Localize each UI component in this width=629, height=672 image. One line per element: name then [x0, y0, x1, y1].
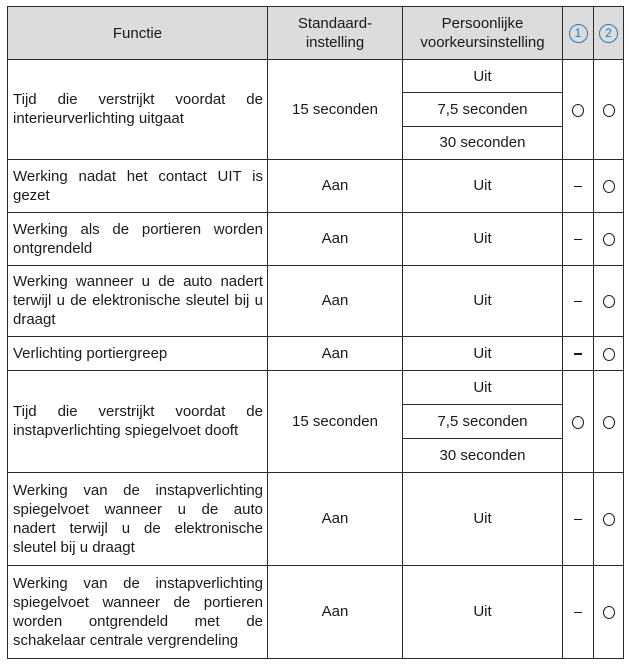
circled-two-icon: 2 — [599, 24, 618, 43]
settings-table-container — [7, 6, 624, 659]
function-cell: Verlichting portiergreep — [8, 336, 268, 370]
column-1-mark-cell — [563, 370, 594, 472]
circle-mark-icon — [603, 104, 615, 117]
dash-mark-icon — [574, 239, 582, 240]
header-column-1 — [563, 7, 594, 60]
option-cell: Uit — [403, 370, 563, 404]
column-2-mark-cell — [594, 159, 624, 212]
column-1-mark-cell — [563, 212, 594, 265]
header-standaard-line1: Standaard- — [297, 15, 373, 32]
column-2-mark-cell — [594, 336, 624, 370]
option-cell: Uit — [403, 336, 563, 370]
circle-mark-icon — [603, 513, 615, 526]
option-cell: Uit — [403, 159, 563, 212]
table-row — [8, 265, 624, 336]
settings-table — [7, 6, 624, 659]
option-cell: Uit — [403, 472, 563, 565]
table-row — [8, 60, 624, 93]
function-cell: Werking wanneer u de auto nadert terwijl u de elektronische sleutel bij u draagt — [8, 265, 268, 336]
column-1-mark-cell — [563, 159, 594, 212]
table-row — [8, 159, 624, 212]
option-cell: 30 seconden — [403, 438, 563, 472]
column-1-mark-cell — [563, 565, 594, 658]
circled-one-icon: 1 — [569, 24, 588, 43]
function-cell: Tijd die verstrijkt voordat de interieurverlichting uitgaat — [8, 60, 268, 160]
header-standaard-line2: instelling — [305, 34, 365, 51]
option-cell: 7,5 seconden — [403, 93, 563, 126]
header-persoonlijke-voorkeursinstelling — [403, 7, 563, 60]
table-row — [8, 212, 624, 265]
default-setting-cell: 15 seconden — [268, 60, 403, 160]
column-1-mark-cell — [563, 60, 594, 160]
table-row — [8, 370, 624, 404]
option-cell: 30 seconden — [403, 126, 563, 159]
circle-mark-icon — [603, 348, 615, 361]
column-2-mark-cell — [594, 212, 624, 265]
dash-mark-icon — [574, 186, 582, 187]
function-cell: Werking als de portieren worden ontgrendeld — [8, 212, 268, 265]
circle-mark-icon — [603, 233, 615, 246]
option-cell: Uit — [403, 565, 563, 658]
circle-mark-icon — [603, 180, 615, 193]
default-setting-cell: 15 seconden — [268, 370, 403, 472]
table-row — [8, 472, 624, 565]
function-cell: Werking van de instapverlichting spiegelvoet wanneer de portieren worden ontgrendeld met de schakelaar centrale vergrendeling — [8, 565, 268, 658]
column-2-mark-cell — [594, 472, 624, 565]
default-setting-cell: Aan — [268, 159, 403, 212]
column-1-mark-cell — [563, 265, 594, 336]
default-setting-cell: Aan — [268, 336, 403, 370]
table-header-row — [8, 7, 624, 60]
circle-mark-icon — [603, 416, 615, 429]
default-setting-cell: Aan — [268, 212, 403, 265]
header-functie: Functie — [8, 7, 268, 60]
column-2-mark-cell — [594, 265, 624, 336]
dash-mark-icon — [574, 519, 582, 520]
dash-mark-icon — [574, 353, 582, 354]
default-setting-cell: Aan — [268, 472, 403, 565]
header-persoonlijk-line2: voorkeursinstelling — [420, 34, 545, 51]
table-row — [8, 336, 624, 370]
table-body — [8, 60, 624, 659]
dash-mark-icon — [574, 612, 582, 613]
header-persoonlijk-line1: Persoonlijke — [441, 15, 524, 32]
circle-mark-icon — [603, 606, 615, 619]
header-column-2 — [594, 7, 624, 60]
column-2-mark-cell — [594, 370, 624, 472]
option-cell: Uit — [403, 60, 563, 93]
option-cell: Uit — [403, 265, 563, 336]
circle-mark-icon — [603, 295, 615, 308]
column-1-mark-cell — [563, 336, 594, 370]
circle-mark-icon — [572, 416, 584, 429]
column-2-mark-cell — [594, 565, 624, 658]
table-row — [8, 565, 624, 658]
function-cell: Tijd die verstrijkt voordat de instapverlichting spiegelvoet dooft — [8, 370, 268, 472]
circle-mark-icon — [572, 104, 584, 117]
header-standaardinstelling — [268, 7, 403, 60]
option-cell: 7,5 seconden — [403, 404, 563, 438]
default-setting-cell: Aan — [268, 265, 403, 336]
default-setting-cell: Aan — [268, 565, 403, 658]
dash-mark-icon — [574, 301, 582, 302]
function-cell: Werking nadat het contact UIT is gezet — [8, 159, 268, 212]
column-1-mark-cell — [563, 472, 594, 565]
column-2-mark-cell — [594, 60, 624, 160]
function-cell: Werking van de instapverlichting spiegelvoet wanneer u de auto nadert terwijl u de elektronische sleutel bij u draagt — [8, 472, 268, 565]
option-cell: Uit — [403, 212, 563, 265]
